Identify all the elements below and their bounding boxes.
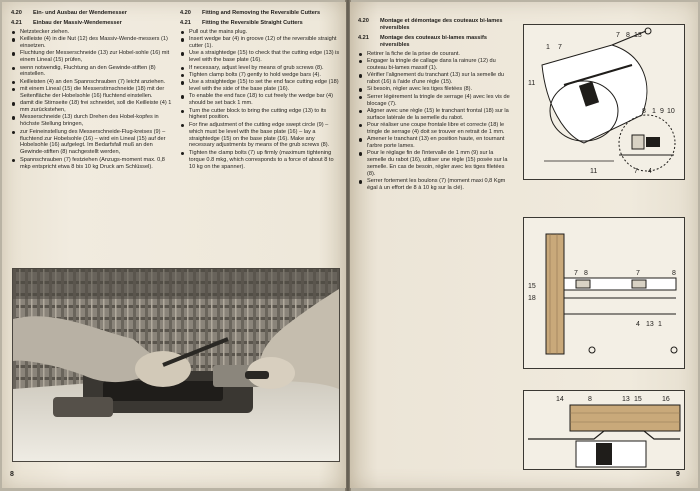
- english-instructions: [180, 29, 340, 171]
- fig1-label: 4: [648, 168, 652, 175]
- list-item: Pour le réglage fin de l'intervalle de 1 mm (9) sur la semelle du rabot (16), utiliser une règle (15) posée sur la semelle. En cas de besoin, régler avec les tiges filetées (8).: [358, 150, 514, 178]
- fig1-label: 13: [634, 32, 642, 39]
- fig3-label: 8: [588, 396, 592, 403]
- list-item: Amener le tranchant (13) en position haute, en tournant l'arbre porte lames.: [358, 136, 514, 150]
- list-item: Si besoin, régler avec les tiges filetées (8).: [358, 86, 514, 93]
- fig1-label: 7: [616, 32, 620, 39]
- french-section-heading: 4.20 Montage et démontage des couteaux bi-lames réversibles: [358, 18, 503, 31]
- fig1-label: 11: [528, 80, 536, 87]
- fig2-label: 1: [658, 321, 662, 328]
- fig3-label: 13: [622, 396, 630, 403]
- fig2-label: 4: [636, 321, 640, 328]
- fig1-label: 1: [546, 44, 550, 51]
- page-number-left: 8: [10, 471, 14, 478]
- cross-section-drawing: [524, 391, 684, 469]
- fig1-label: 7: [558, 44, 562, 51]
- list-item: Pour réaliser une coupe frontale libre et correcte (18) le tringle de serrage (4) doit se trouver en retrait de 1 mm.: [358, 122, 514, 136]
- straightedge-drawing: [524, 218, 684, 368]
- list-item: Use a straightedge (15) to set the end face cutting edge (18) level with the side of the base plate (16).: [180, 79, 340, 93]
- list-item: Netzstecker ziehen.: [11, 29, 176, 36]
- french-column: [358, 18, 514, 193]
- english-column: [180, 10, 340, 171]
- list-item: Spannschrauben (7) festziehen (Anzugs-moment max. 0,8 mkp entspricht etwa 8 bis 10 kg Druck am Schlüssel).: [11, 157, 176, 171]
- list-item: Retirer la fiche de la prise de courant.: [358, 51, 514, 58]
- left-page: [2, 2, 346, 488]
- fig2-label: 8: [584, 270, 588, 277]
- list-item: Keilleiste (4) in die Nut (12) des Massiv-Wende-messers (1) einsetzen.: [11, 36, 176, 50]
- fig2-label: 15: [528, 283, 536, 290]
- french-instructions: [358, 51, 514, 193]
- cross-section-figure: [523, 390, 685, 470]
- page-number-right: 9: [676, 471, 680, 478]
- german-sub-heading: 4.21 Einbau der Massiv-Wendemesser: [11, 19, 122, 26]
- list-item: Pull out the mains plug.: [180, 29, 340, 36]
- right-page: [350, 2, 698, 488]
- fig2-label: 7: [636, 270, 640, 277]
- fig1-label: 9: [660, 108, 664, 115]
- fig1-label: 1: [652, 108, 656, 115]
- list-item: Serrer légèrement la tringle de serrage (4) avec les vis de blocage (7).: [358, 94, 514, 108]
- fig1-label: 10: [667, 108, 675, 115]
- german-instructions: [11, 29, 176, 171]
- list-item: wenn notwendig, Fluchtung an den Gewinde-stiften (8) einstellen.: [11, 65, 176, 79]
- planer-photo: [12, 268, 340, 462]
- fig1-label: 11: [590, 168, 598, 175]
- list-item: If necessary, adjust level by means of grub screws (8).: [180, 65, 340, 72]
- french-sub-heading: 4.21 Montage des couteaux bi-lames massifs réversibles: [358, 34, 487, 48]
- list-item: Keilleisten (4) an den Spannschrauben (7) leicht anziehen.: [11, 79, 176, 86]
- list-item: Engager la tringle de callage dans la rainure (12) du couteau bi-lames massif (1).: [358, 58, 514, 72]
- list-item: zur Feineinstellung des Messerschneide-Flug-kreises (9) – fluchtend zur Hobelsohle (16) – wird ein Lineal (15) auf der Hobelsohle (16) aufgelegt. Im Bedarfsfall muß an den Gewinde-stiften (8) nachgestellt werden,: [11, 129, 176, 157]
- list-item: Aligner avec une règle (15) le tranchant frontal (18) sur la surface latérale de la semelle du rabot.: [358, 108, 514, 122]
- fig2-label: 18: [528, 295, 536, 302]
- english-sub-heading: 4.21 Fitting the Reversible Straight Cutters: [180, 19, 303, 26]
- fig2-label: 13: [646, 321, 654, 328]
- german-column: [11, 10, 176, 171]
- fig3-label: 14: [556, 396, 564, 403]
- english-section-heading: 4.20 Fitting and Removing the Reversible Cutters: [180, 10, 321, 16]
- list-item: Tighten the clamp bolts (7) up firmly (maximum tightening torque 0.8 mkg, which corresponds to a force of about 8 to 10 kg on the spanner).: [180, 150, 340, 171]
- planer-photo-illustration: [13, 269, 339, 461]
- german-section-heading: 4.20 Ein- und Ausbau der Wendemesser: [11, 10, 127, 16]
- fig1-label: 8: [642, 108, 646, 115]
- list-item: mit einem Lineal (15) die Messerstirnschneide (18) mit der Seitenfläche der Hobelsohle (16) fluchtend einstellen.: [11, 86, 176, 100]
- fig1-label: 7: [634, 168, 638, 175]
- list-item: Fluchtung der Messerschneide (13) zur Hobel-sohle (16) mit einem Lineal (15) prüfen,: [11, 50, 176, 64]
- list-item: Use a straightedge (15) to check that the cutting edge (13) is level with the base plate (16).: [180, 50, 340, 64]
- fig2-label: 8: [672, 270, 676, 277]
- list-item: Vérifier l'alignement du tranchant (13) sur la semelle du rabot (16) à l'aide d'une règle (15).: [358, 72, 514, 86]
- fig1-label: 8: [626, 32, 630, 39]
- list-item: Turn the cutter block to bring the cutting edge (13) to its highest position.: [180, 108, 340, 122]
- list-item: For fine adjustment of the cutting edge swept circle (9) – which must be level with the base plate (16) – lay a straightedge (15) on the base plate (16). Make any necessary adjustments by means of the grub screws (8).: [180, 122, 340, 150]
- fig2-label: 7: [574, 270, 578, 277]
- list-item: Tighten clamp bolts (7) gently to hold wedge bars (4).: [180, 72, 340, 79]
- list-item: Serrer fortement les boulons (7) (moment maxi 0,8 Kgm égal à un effort de 8 à 10 kg sur la clé).: [358, 178, 514, 192]
- cutter-block-drawing: [524, 25, 684, 179]
- fig3-label: 15: [634, 396, 642, 403]
- fig3-label: 16: [662, 396, 670, 403]
- list-item: Insert wedge bar (4) in groove (12) of the reversible straight cutter (1).: [180, 36, 340, 50]
- cutter-block-figure: [523, 24, 685, 180]
- list-item: Messerschneide (13) durch Drehen des Hobel-kopfes in höchste Stellung bringen,: [11, 114, 176, 128]
- list-item: damit die Stirnseite (18) frei schneidet, soll die Keilleiste (4) 1 mm zurückstehen,: [11, 100, 176, 114]
- list-item: To enable the end face (18) to cut freely the wedge bar (4) should be set back 1 mm.: [180, 93, 340, 107]
- straightedge-figure: [523, 217, 685, 369]
